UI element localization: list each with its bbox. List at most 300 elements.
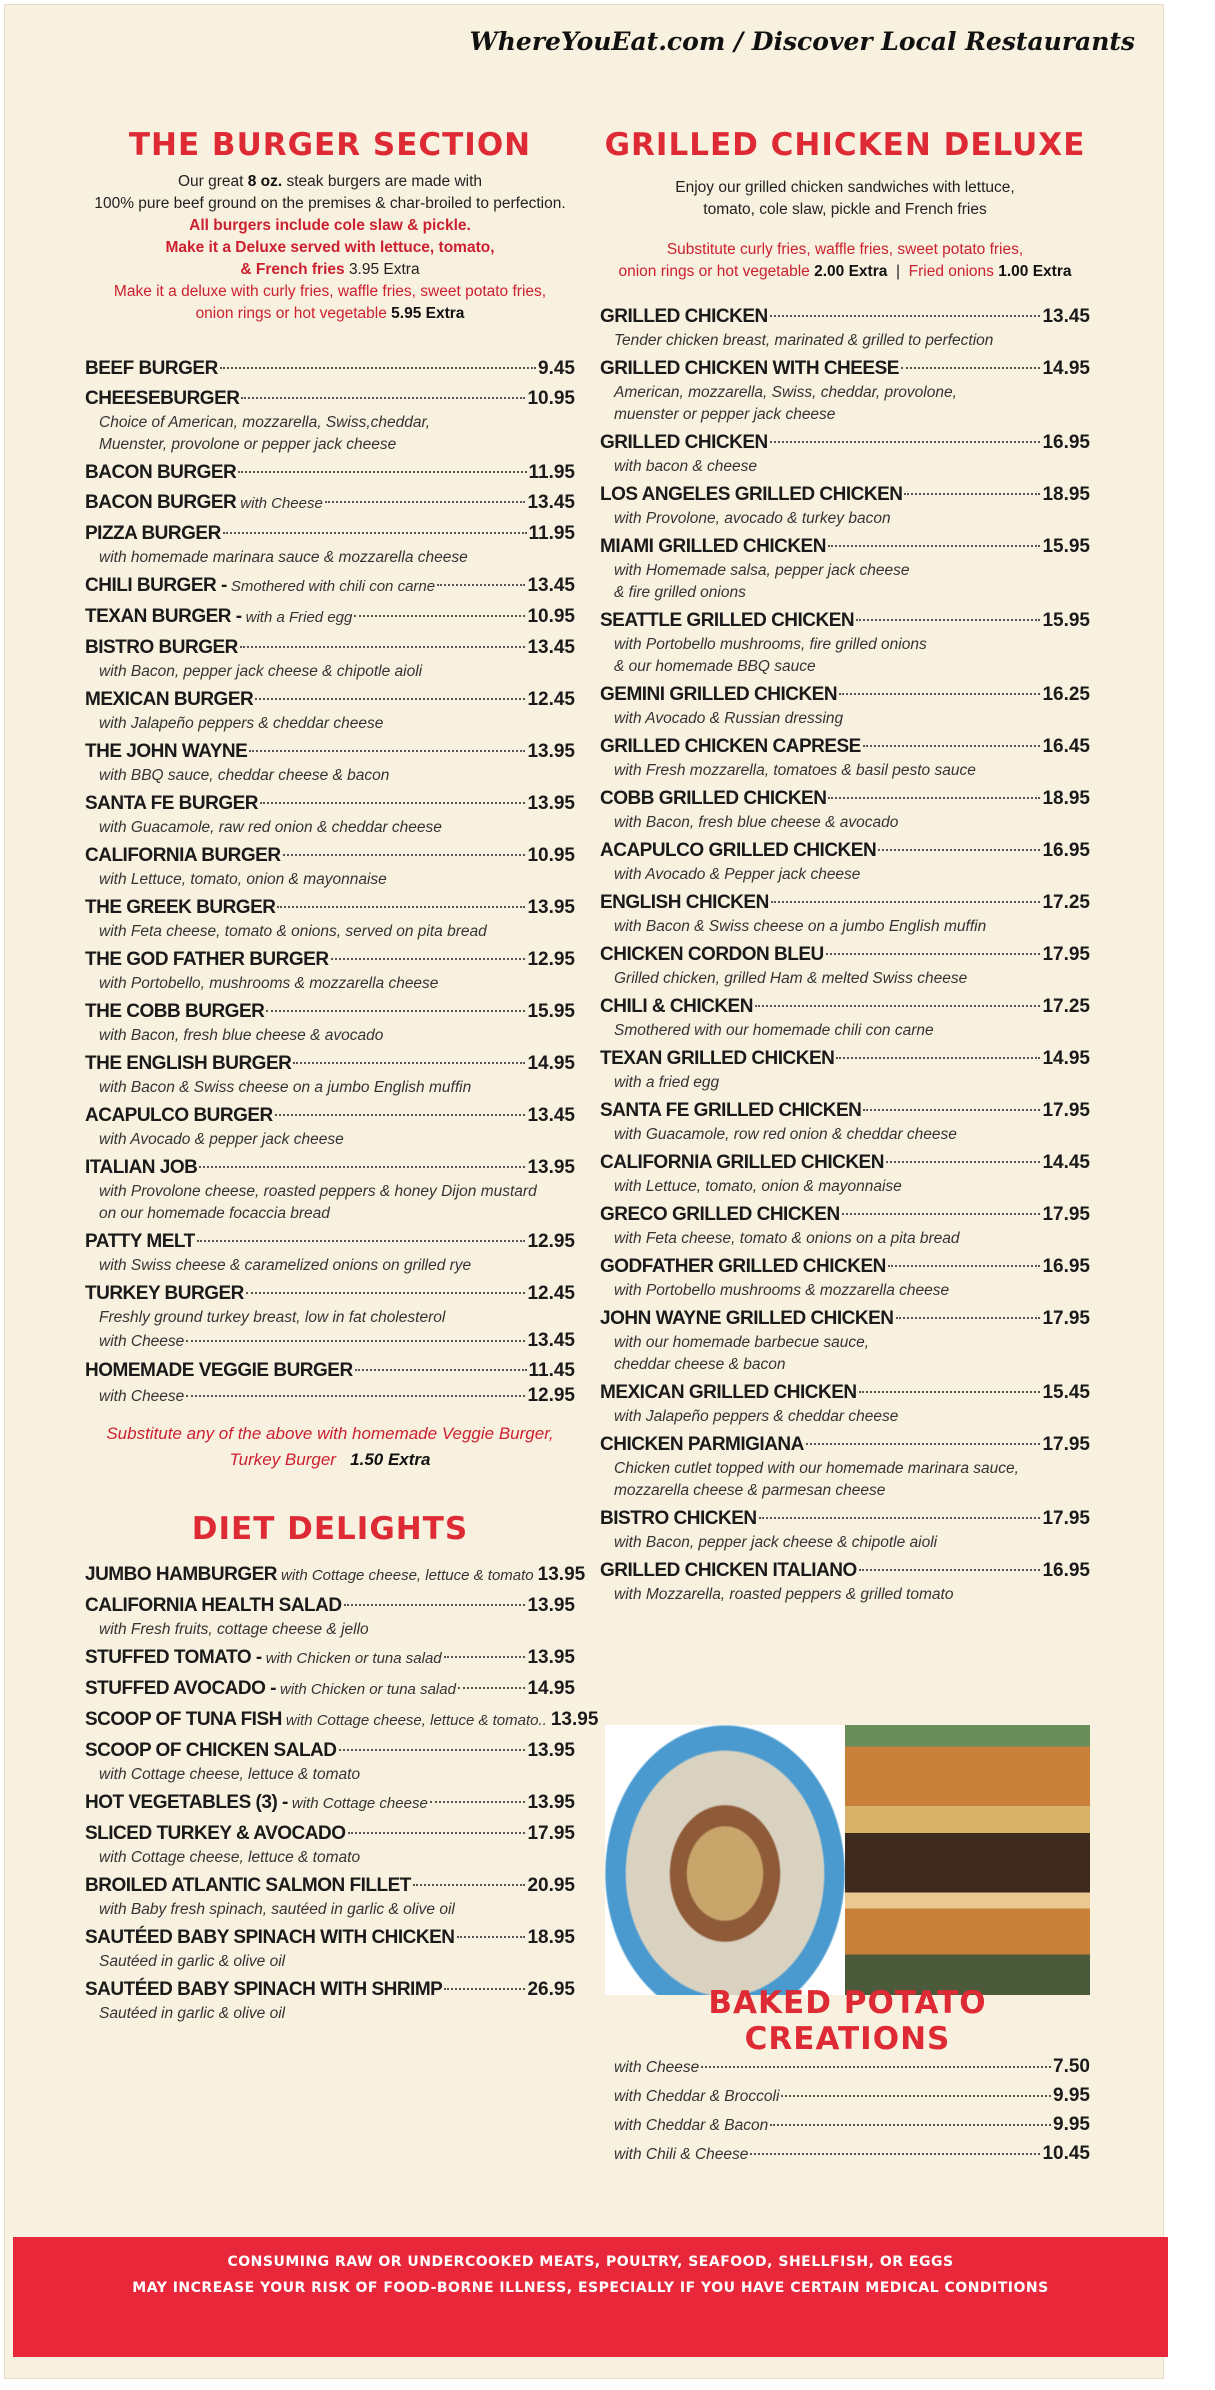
menu-item-row [600, 1201, 1090, 1228]
dot-leader [283, 854, 526, 856]
menu-item [85, 1102, 575, 1151]
menu-item-price: 13.45 [527, 1105, 575, 1126]
menu-item-row [600, 733, 1090, 760]
menu-item-price: 13.95 [527, 793, 575, 814]
menu-item-description: Tender chicken breast, marinated & grilled to perfection [614, 332, 994, 349]
dot-leader [896, 1317, 1041, 1319]
menu-item-price: 10.95 [527, 845, 575, 866]
menu-item-name: THE GOD FATHER BURGER [85, 949, 329, 970]
menu-item [85, 1228, 575, 1277]
menu-item-description: with Jalapeño peppers & cheddar cheese [614, 1408, 899, 1425]
substitute-line2 [85, 1447, 575, 1473]
dot-leader [901, 367, 1041, 369]
dot-leader [355, 1369, 527, 1371]
menu-item-price: 12.95 [527, 949, 575, 970]
menu-item-price: 12.95 [527, 1231, 575, 1252]
burger-intro [85, 171, 575, 325]
menu-item-description: with Cottage cheese, lettuce & tomato [99, 1849, 361, 1866]
menu-item [85, 459, 575, 486]
menu-item-name: TEXAN BURGER - [85, 606, 242, 627]
menu-item-row [85, 686, 575, 713]
menu-item [85, 1050, 575, 1099]
dot-leader [266, 1010, 525, 1012]
menu-item-row [600, 941, 1090, 968]
menu-item-price: 10.95 [527, 388, 575, 409]
dot-leader [826, 953, 1041, 955]
menu-item-description: with Mozzarella, roasted peppers & grilled tomato [614, 1586, 954, 1603]
dot-leader [859, 1391, 1041, 1393]
menu-item-row [85, 1592, 575, 1619]
menu-item-name: MEXICAN BURGER [85, 689, 254, 710]
burger-intro-line [85, 237, 575, 259]
menu-item-row [85, 1789, 575, 1817]
menu-item-price: 10.95 [527, 606, 575, 627]
dot-leader [339, 1749, 526, 1751]
menu-item-row [85, 1280, 575, 1307]
menu-item [85, 1675, 575, 1703]
dot-leader [771, 901, 1041, 903]
menu-item [600, 941, 1090, 990]
dot-leader [240, 646, 526, 648]
menu-item-row [85, 1820, 575, 1847]
menu-item-price: 20.95 [527, 1875, 575, 1896]
dot-leader [220, 367, 536, 369]
menu-item-name: BROILED ATLANTIC SALMON FILLET [85, 1875, 411, 1896]
menu-item-price: 17.95 [1042, 1434, 1090, 1455]
dot-leader [755, 1005, 1041, 1007]
menu-item-row [600, 533, 1090, 560]
menu-item-price: 13.95 [527, 1647, 575, 1668]
menu-item [600, 681, 1090, 730]
dot-leader [223, 532, 527, 534]
menu-item-price: 17.95 [1042, 1508, 1090, 1529]
dot-leader [255, 698, 525, 700]
dot-leader [859, 1569, 1041, 1571]
baked-item-price: 7.50 [1053, 2056, 1090, 2077]
chicken-sub-text: onion rings or hot vegetable [618, 263, 815, 280]
menu-item-row [85, 1102, 575, 1129]
dot-leader [277, 906, 525, 908]
dot-leader [331, 958, 526, 960]
baked-item-price: 10.45 [1042, 2143, 1090, 2164]
menu-item-row [85, 520, 575, 547]
menu-item-price: 17.95 [1042, 1204, 1090, 1225]
menu-item-name: BEEF BURGER [85, 358, 218, 379]
baked-potato-item [600, 2111, 1090, 2140]
chicken-sub-line2 [600, 261, 1090, 283]
dot-leader [842, 1213, 1041, 1215]
fried-onions-text: Fried onions [908, 263, 999, 280]
menu-item-description: on our homemade focaccia bread [99, 1205, 330, 1222]
menu-item-description: with Bacon, fresh blue cheese & avocado [614, 814, 899, 831]
menu-item-description: Chicken cutlet topped with our homemade marinara sauce, [614, 1460, 1019, 1477]
dot-leader [458, 1687, 526, 1689]
menu-item-description: with Avocado & Pepper jack cheese [614, 866, 861, 883]
menu-item-description: with Bacon, pepper jack cheese & chipotle aioli [614, 1534, 938, 1551]
menu-item-row [85, 459, 575, 486]
burger-intro-part: All burgers include cole slaw & pickle. [189, 217, 471, 234]
dot-leader [249, 750, 525, 752]
dot-leader [325, 501, 526, 503]
menu-item-price: 17.95 [1042, 1100, 1090, 1121]
menu-item-name: THE ENGLISH BURGER [85, 1053, 292, 1074]
baked-potato-image [605, 1725, 845, 1995]
menu-item-price: 13.95 [550, 1709, 599, 1730]
food-photo [605, 1725, 1090, 1995]
chicken-sub-separator: | [887, 263, 909, 280]
menu-item-price: 17.25 [1042, 996, 1090, 1017]
menu-item-description: with Portobello mushrooms & mozzarella cheese [614, 1282, 950, 1299]
menu-item [85, 634, 575, 683]
menu-item-row [85, 603, 575, 631]
menu-item [600, 1557, 1090, 1606]
menu-item-row [600, 1557, 1090, 1584]
menu-item [85, 572, 575, 600]
menu-item-name: HOT VEGETABLES (3) - [85, 1792, 288, 1813]
menu-item-name: ACAPULCO BURGER [85, 1105, 273, 1126]
menu-item-price: 13.95 [527, 1740, 575, 1761]
menu-item [85, 1737, 575, 1786]
dot-leader [770, 2124, 1051, 2126]
menu-item-price: 16.95 [1042, 840, 1090, 861]
menu-item-row [600, 993, 1090, 1020]
menu-item-row [600, 1379, 1090, 1406]
menu-item-row [85, 355, 575, 382]
dot-leader [199, 1166, 525, 1168]
menu-item-price: 16.95 [1042, 1560, 1090, 1581]
menu-item [85, 842, 575, 891]
menu-item-price: 11.45 [528, 1360, 575, 1381]
menu-item-name: STUFFED TOMATO - [85, 1647, 262, 1668]
menu-item [85, 385, 575, 456]
menu-item-price: 18.95 [527, 1927, 575, 1948]
baked-item-label: with Cheddar & Bacon [614, 2117, 769, 2134]
menu-item-description: with Avocado & pepper jack cheese [99, 1131, 344, 1148]
menu-item-description: with Jalapeño peppers & cheddar cheese [99, 715, 384, 732]
menu-item-description: with Feta cheese, tomato & onions, served on pita bread [99, 923, 487, 940]
menu-item [600, 1045, 1090, 1094]
menu-item-price: 13.95 [527, 1792, 575, 1813]
menu-item-note: with a Fried egg [245, 609, 353, 626]
menu-item [85, 1357, 575, 1409]
menu-item-name: SCOOP OF CHICKEN SALAD [85, 1740, 337, 1761]
menu-item [85, 1154, 575, 1225]
dot-leader [839, 693, 1040, 695]
menu-item [600, 429, 1090, 478]
menu-item-row [85, 1737, 575, 1764]
dot-leader [246, 1292, 526, 1294]
burger-intro-part: 100% pure beef ground on the premises & char-broiled to perfection. [94, 195, 566, 212]
baked-item-label: with Cheddar & Broccoli [614, 2088, 780, 2105]
menu-item [600, 533, 1090, 604]
menu-item-name: GODFATHER GRILLED CHICKEN [600, 1256, 886, 1277]
menu-item-name: ACAPULCO GRILLED CHICKEN [600, 840, 877, 861]
menu-item-name: ENGLISH CHICKEN [600, 892, 769, 913]
menu-item-row [85, 738, 575, 765]
dot-leader [444, 1988, 525, 1990]
menu-item-row [600, 481, 1090, 508]
menu-item-description: with our homemade barbecue sauce, [614, 1334, 870, 1351]
menu-item-description: with BBQ sauce, cheddar cheese & bacon [99, 767, 390, 784]
menu-item-row [85, 1924, 575, 1951]
burger-items-list [85, 355, 575, 1409]
menu-item-row [85, 946, 575, 973]
menu-item-row [85, 1872, 575, 1899]
menu-page [4, 4, 1164, 2379]
burger-image [845, 1725, 1090, 1995]
menu-item [85, 1592, 575, 1641]
menu-item-price: 18.95 [1042, 484, 1090, 505]
menu-item [600, 837, 1090, 886]
menu-item [600, 1149, 1090, 1198]
menu-item [85, 1789, 575, 1817]
menu-item-row [85, 790, 575, 817]
menu-item-description: American, mozzarella, Swiss, cheddar, provolone, [614, 384, 957, 401]
menu-item-name: BACON BURGER [85, 492, 237, 513]
burger-intro-line [85, 303, 575, 325]
menu-item-row [85, 1357, 575, 1384]
menu-item [600, 303, 1090, 352]
burger-intro-part: 5.95 Extra [391, 305, 465, 322]
menu-item-price: 13.45 [527, 492, 575, 513]
menu-item-price: 16.95 [1042, 1256, 1090, 1277]
dot-leader [770, 315, 1041, 317]
menu-item-name: CALIFORNIA BURGER [85, 845, 281, 866]
menu-item [600, 355, 1090, 426]
menu-item-name: PIZZA BURGER [85, 523, 221, 544]
menu-item-price: 16.95 [1042, 432, 1090, 453]
menu-item-name: THE GREEK BURGER [85, 897, 276, 918]
site-banner: WhereYouEat.com / Discover Local Restaurants [469, 27, 1135, 56]
dot-leader [437, 584, 525, 586]
baked-items-list [600, 2053, 1090, 2169]
menu-item [85, 1820, 575, 1869]
dot-leader [770, 441, 1041, 443]
menu-item-price: 16.45 [1042, 736, 1090, 757]
dot-leader [750, 2153, 1040, 2155]
baked-potato-item [600, 2053, 1090, 2082]
food-safety-warning [13, 2237, 1168, 2357]
menu-item-description: with Baby fresh spinach, sautéed in garlic & olive oil [99, 1901, 455, 1918]
menu-item-name: SANTA FE GRILLED CHICKEN [600, 1100, 862, 1121]
dot-leader [430, 1801, 526, 1803]
menu-item-row [85, 634, 575, 661]
menu-item-name: ITALIAN JOB [85, 1157, 198, 1178]
menu-item-name: JUMBO HAMBURGER [85, 1564, 277, 1585]
baked-item-label: with Cheese [614, 2059, 700, 2076]
menu-item-price: 17.95 [527, 1823, 575, 1844]
menu-item [85, 1280, 575, 1354]
dot-leader [241, 397, 525, 399]
menu-item-note: with Chicken or tuna salad [265, 1650, 442, 1667]
menu-item-row [85, 1561, 586, 1589]
menu-item-row [600, 1305, 1090, 1332]
dot-leader [886, 1161, 1041, 1163]
menu-item-row [85, 894, 575, 921]
menu-item [85, 355, 575, 382]
menu-item-price: 13.45 [527, 575, 575, 596]
menu-item [85, 1976, 575, 2025]
menu-item-note: with Cottage cheese, lettuce & tomato.. [285, 1712, 547, 1729]
dot-leader [701, 2066, 1051, 2068]
menu-item-row [600, 889, 1090, 916]
menu-item-price: 13.95 [527, 897, 575, 918]
menu-item-name: LOS ANGELES GRILLED CHICKEN [600, 484, 903, 505]
menu-item [85, 738, 575, 787]
menu-item-description: Freshly ground turkey breast, low in fat cholesterol [99, 1309, 446, 1326]
menu-item-description: with Avocado & Russian dressing [614, 710, 844, 727]
menu-item-name: TEXAN GRILLED CHICKEN [600, 1048, 835, 1069]
menu-item-description: with Feta cheese, tomato & onions on a pita bread [614, 1230, 960, 1247]
burger-intro-part: 8 oz. [247, 173, 283, 190]
menu-item-name: CALIFORNIA GRILLED CHICKEN [600, 1152, 884, 1173]
menu-item-price: 13.95 [527, 741, 575, 762]
menu-item [85, 520, 575, 569]
menu-item-description: with homemade marinara sauce & mozzarella cheese [99, 549, 468, 566]
menu-item-row [85, 1644, 575, 1672]
menu-item-description: with Lettuce, tomato, onion & mayonnaise [99, 871, 387, 888]
dot-leader [828, 797, 1040, 799]
menu-item-name: THE JOHN WAYNE [85, 741, 248, 762]
menu-item-price: 12.45 [527, 1283, 575, 1304]
dot-leader [759, 1517, 1041, 1519]
menu-item [85, 894, 575, 943]
menu-item-description: cheddar cheese & bacon [614, 1356, 786, 1373]
menu-item-row [600, 785, 1090, 812]
dot-leader [888, 1265, 1041, 1267]
menu-item [85, 1561, 586, 1589]
menu-item-name: CHILI BURGER - [85, 575, 227, 596]
option-label: with Cheese [99, 1333, 185, 1350]
menu-item-name: CALIFORNIA HEALTH SALAD [85, 1595, 342, 1616]
menu-item-row [600, 429, 1090, 456]
menu-item [600, 607, 1090, 678]
menu-item-description: Muenster, provolone or pepper jack cheese [99, 436, 397, 453]
option-price: 12.95 [527, 1385, 575, 1406]
menu-item-row [600, 607, 1090, 634]
menu-item-name: SAUTÉED BABY SPINACH WITH CHICKEN [85, 1927, 455, 1948]
menu-item-name: GRILLED CHICKEN WITH CHEESE [600, 358, 899, 379]
menu-item-price: 11.95 [528, 523, 575, 544]
baked-potato-item [600, 2140, 1090, 2169]
menu-item-description: with Bacon & Swiss cheese on a jumbo English muffin [614, 918, 987, 935]
menu-item-price: 9.45 [538, 358, 575, 379]
menu-item-description: Grilled chicken, grilled Ham & melted Swiss cheese [614, 970, 968, 987]
dot-leader [348, 1832, 526, 1834]
burger-intro-part: Our great [177, 173, 248, 190]
burger-intro-part: & French fries [240, 261, 349, 278]
burger-intro-part: steak burgers are made with [282, 173, 483, 190]
substitute-price: 1.50 Extra [350, 1450, 431, 1469]
baked-item-price: 9.95 [1053, 2085, 1090, 2106]
menu-item [600, 1305, 1090, 1376]
menu-item-row [85, 1675, 575, 1703]
menu-item-name: MEXICAN GRILLED CHICKEN [600, 1382, 857, 1403]
menu-item-description: with Provolone, avocado & turkey bacon [614, 510, 891, 527]
dot-leader [904, 493, 1040, 495]
chicken-items-list [600, 303, 1090, 1606]
dot-leader [344, 1604, 526, 1606]
baked-item-price: 9.95 [1053, 2114, 1090, 2135]
menu-item-name: HOMEMADE VEGGIE BURGER [85, 1360, 353, 1381]
burger-intro-line [85, 193, 575, 215]
dot-leader [806, 1443, 1041, 1445]
menu-item-description: with Fresh fruits, cottage cheese & jello [99, 1621, 369, 1638]
fried-onions-price: 1.00 Extra [998, 263, 1072, 280]
dot-leader [856, 619, 1040, 621]
menu-item-name: COBB GRILLED CHICKEN [600, 788, 827, 809]
menu-item-price: 15.45 [1042, 1382, 1090, 1403]
menu-item-name: CHICKEN PARMIGIANA [600, 1434, 804, 1455]
menu-item-row [85, 385, 575, 412]
burger-section-title: THE BURGER SECTION [128, 127, 532, 163]
burger-intro-part: Make it a Deluxe served with lettuce, tomato, [165, 239, 495, 256]
menu-item [600, 1379, 1090, 1428]
menu-item [85, 603, 575, 631]
left-column [85, 127, 599, 2028]
baked-section-title: BAKED POTATO CREATIONS [708, 1985, 987, 2057]
menu-item-row [85, 1976, 575, 2003]
chicken-intro-line2: tomato, cole slaw, pickle and French fries [703, 201, 987, 218]
menu-item-name: BISTRO BURGER [85, 637, 238, 658]
menu-item [600, 1505, 1090, 1554]
menu-item-price: 14.95 [1042, 358, 1090, 379]
menu-item-row [600, 1097, 1090, 1124]
menu-item-price: 13.45 [1042, 306, 1090, 327]
menu-item [85, 1924, 575, 1973]
menu-item-price: 15.95 [1042, 610, 1090, 631]
menu-item-name: SLICED TURKEY & AVOCADO [85, 1823, 346, 1844]
dot-leader [457, 1936, 526, 1938]
burger-intro-part: 3.95 Extra [348, 261, 420, 278]
menu-item-description: with a fried egg [614, 1074, 720, 1091]
menu-item-description: mozzarella cheese & parmesan cheese [614, 1482, 886, 1499]
menu-item-price: 14.95 [1042, 1048, 1090, 1069]
menu-item-name: MIAMI GRILLED CHICKEN [600, 536, 826, 557]
menu-item [600, 785, 1090, 834]
right-column [600, 127, 1090, 1609]
menu-item-note: with Cottage cheese, lettuce & tomato [281, 1567, 534, 1584]
dot-leader [354, 615, 525, 617]
menu-item-name: CHILI & CHICKEN [600, 996, 753, 1017]
dot-leader [186, 1395, 525, 1397]
dot-leader [781, 2095, 1051, 2097]
menu-item-description: with Provolone cheese, roasted peppers & honey Dijon mustard [99, 1183, 537, 1200]
menu-item-row [600, 1253, 1090, 1280]
substitute-line1: Substitute any of the above with homemade Veggie Burger, [106, 1424, 554, 1443]
menu-item-description: muenster or pepper jack cheese [614, 406, 836, 423]
dot-leader [413, 1884, 526, 1886]
burger-intro-line [85, 259, 575, 281]
menu-item-row [600, 1505, 1090, 1532]
menu-item-description: with Homemade salsa, pepper jack cheese [614, 562, 910, 579]
burger-intro-part: Make it a deluxe with curly fries, waffle fries, sweet potato fries, [113, 283, 547, 300]
dot-leader [863, 745, 1041, 747]
menu-item [600, 1253, 1090, 1302]
menu-item-name: TURKEY BURGER [85, 1283, 244, 1304]
menu-item-price: 12.45 [527, 689, 575, 710]
baked-item-label: with Chili & Cheese [614, 2146, 749, 2163]
menu-item [600, 1201, 1090, 1250]
baked-potato-item [600, 2082, 1090, 2111]
menu-item-price: 17.25 [1042, 892, 1090, 913]
chicken-sub-line1: Substitute curly fries, waffle fries, sweet potato fries, [666, 241, 1024, 258]
menu-item-description: Sautéed in garlic & olive oil [99, 2005, 286, 2022]
menu-item-price: 14.45 [1042, 1152, 1090, 1173]
menu-item-row [600, 681, 1090, 708]
menu-item-row [85, 1154, 575, 1181]
menu-item-price: 15.95 [527, 1001, 575, 1022]
